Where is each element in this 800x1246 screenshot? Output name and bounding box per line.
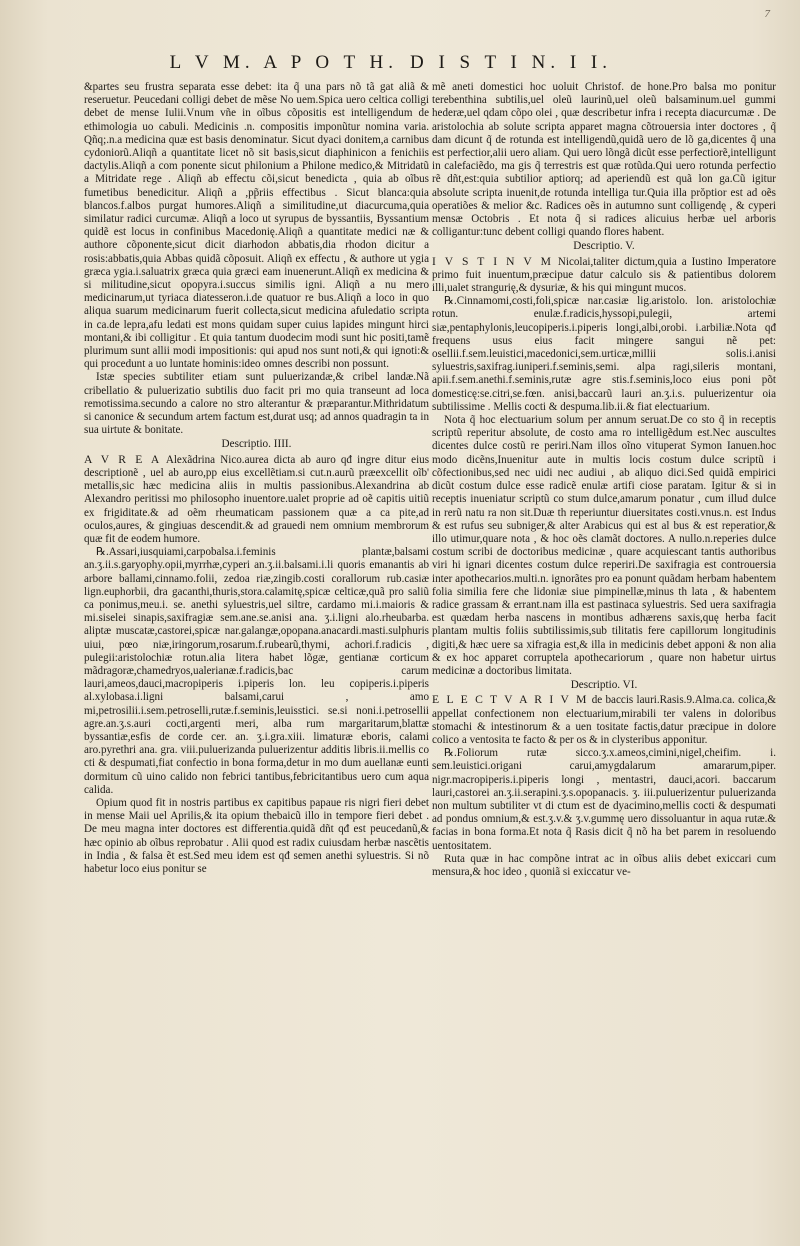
paragraph: E L E C T V A R I V M de baccis lauri.Rasis.9.Alma.ca. colica,& appellat confectionem non electuarium,mirabili ter valens in doloribus stomachi & intestinorum & a uen tositate factis,datur præcipue in dolore colico a ventosita te facto & per os & in clysteribus apponitur.	[432, 693, 776, 746]
section-heading: Descriptio. VI.	[570, 679, 638, 692]
recipe-paragraph: ℞.Cinnamomi,costi,foli,spicæ nar.casiæ lig.aristolo. lon. aristolochiæ rotun. enulæ.f.radicis,hyssopi,pulegii, artemi siæ,pentaphylonis,leucopiperis.i.piperis longi,albi,orobi. i.arbiliæ.Nota qđ frequens usus eius facit mingere sangui nẽ pet: osellii.f.sem.leuistici,macedonici,sem.urticæ,millii solis.i.anisi syluestris,saxifrag.iuniperi.f.seminis,semi. alpa ragi,sileris montani, apii.f.sem.anethi.f.seminis,rutæ agre stis.f.seminis,loco eius poni põt domesticę:se.citri,se.fœn. anisi,baccarũ lauri an.ʒ.i.s. puluerizentur oia subtilissime . Mellis cocti & despuma.lib.ii.& fiat electuarium.	[432, 295, 776, 413]
right-column	[432, 81, 776, 1161]
left-column	[84, 81, 429, 1191]
folio-mark: 7	[764, 8, 770, 20]
paragraph: I V S T I N V M Nicolai,taliter dictum,quia a Iustino Imperatore primo fuit inuentum,præcipue datur calculo sis & patientibus dolorem illi,ualet strangurię,& dysuriæ, & his qui mingunt mucos.	[432, 254, 776, 295]
paragraph: Opium quod fit in nostris partibus ex capitibus papaue ris nigri fieri debet in mense Maii uel Aprilis,& ita opium thebaicũ illo in tempore fieri debet . De meu magna inter doctores est differentia.quidã dñt qđ est peucedanũ,& hæc opinio ab oĩbus reprobatur . Alii quod est radix cuiusdam herbæ nascẽtis in India , & falsa ẽt est.Sed meu idem est qđ semen anethi syluestris. Si nõ habetur loco eius ponitur se	[84, 796, 429, 875]
drug-name: A V R E A	[84, 452, 162, 466]
recipe-paragraph: ℞.Foliorum rutæ sicco.ʒ.x.ameos,cimini,nigel,cheifim. i. sem.leuistici.origani carui,amygdalarum amararum,piper. nigr.macropiperis.i.piperis longi , mentastri, dauci,acori. baccarum lauri,castorei an.ʒ.ii.serapini.ʒ.s.opopanacis. ʒ. iii.puluerizentur puluerizanda non multum subtiliter vt di ctum est de dyacimino,mellis cocti & despumati ad pondus omnium,& est.ʒ.v.& ʒ.v.gummę uero dissoluantur in aqua rutæ.& facias in bona forma.Et nota q̃ Rasis dicit q̃ nõ ha bet parem in resoluendo uentositatem.	[432, 747, 776, 852]
running-head-left: L V M. A P O T H.	[169, 52, 398, 73]
running-head-right: D I S T I N. I I.	[410, 52, 612, 73]
paragraph: Istæ species subtiliter etiam sunt puluerizandæ,& cribel landæ.Nã cribellatio & puluerizatio subtilis duo facit pri mo quia transeunt ad loca remotissima.secundo a calore no stro alterantur & præparantur.Mithridatum si canonice & secundum artem factum est,durat usq; ad annos quadragin ta in sua uirtute & bonitate.	[84, 371, 429, 437]
paragraph: Nota q̃ hoc electuarium solum per annum seruat.De co sto q̃ in receptis scriptũ reperitur absolute, de costo ama ro intelligẽdum est.Nec auscultes dicentes dulce costũ re periri.Nam illos oĩno vituperat Symon Ianuen.hoc modo dicẽns,Inuenitur aute in multis locis costum dulce scriptũ i cõfectionibus,sed nec uidi nec audiui , ab aliquo dici.Sed quidã empirici dicũt costum dulce esse radicẽ enulæ artifi ciose paratam. Igitur & si in receptis inueniatur scriptũ co stum dulce,amarum ponatur , cum illud dulce in rerũ natu ra non sit.Duæ th reperiuntur diuersitates costi.vnus.n. est Indus & est rufus seu subniger,& alter Arabicus qui est al bus & est reperatior,& illo utimur,quare nota , & hoc oẽs clamãt doctores. A nullo.n.reperies dulce costum scribi de doctoribus medicinæ , quare acquiescant tantis authoribus viri hi ignari dicentes costum dulce reperiri.De saxifragia est controuersia inter apothecarios.multi.n. ignorãtes pro ea ponunt quãdam herbam habentem folia similia fere che lidoniæ siue pimpinellæ,minus th lata , & habentem radice grassam & errant.nam illa est pastinaca syluestris. Sed uera saxifragia est quædam herba nascens in montibus adhærens saxis,quę herba facit plantam multis foliis subtilissimis,sub tilitatis fere capillorum longitudinis digiti,& hæc uere sa xifragia est,& illa in medicinis debet apponi & non alia & ex hoc apparet corruptela apothecariorum , quare non habetur uirtus medicinæ a doctoribus limitata.	[432, 414, 776, 677]
paragraph: A V R E A Alexãdrina Nico.aurea dicta ab auro qđ ingre ditur eius descriptionẽ , uel ab auro,pp eius excellẽtiam.si cut.n.aurũ præexcellit oĩb' metallis,sic hæc medicina aliis in multis passionibus.Alexandrina ab Alexandro peritissi mo philosopho inuentore.ualet proprie ad oẽ capitis uitiũ ex frigiditate.& ad oẽm rheumaticam passionem quæ a ca pite,ad oculos,aures, & gingiuas descendit.& ad grauedi nem omnium membrorum quæ fit de eodem humore.	[84, 452, 429, 545]
drug-name: I V S T I N V M	[432, 254, 553, 268]
paragraph: mẽ aneti domestici hoc uoluit Christof. de hone.Pro balsa mo ponitur terebenthina subtilis,uel oleũ laurinũ,uel oleũ balsaminum.uel gummi hederæ,uel qdam cõpo olei , quæ describetur infra i recepta diacurcumæ . De aristolochia ab solute scripta apparet magna cõtrouersia inter doctores , q̃ dam dicunt q̃ de rotunda est intelligendũ,quidã uero de lõ ga,dicentes q̃ una est perfectior,alii uero aliam. Qui uero lõngã dicũt esse perfectiorẽ,intelligunt in calefaciẽdo, ma gis q̃ terrestris est quæ rotũda.Qui uero rotunda perfectio rẽ dñt,est:quia subtilior aptiorq; ad aperiendũ est quã lon ga.Cũ igitur absolute scripta inuenit,de rotunda intelliga tur.Quia illa prŏptior est ad oẽs operatiões & melior &c. Radices oẽs in autumno sunt colligendę , & cyperi mensæ Octobris . Et nota q̃ si radices alicuius herbæ uel arboris colligantur:tunc debent colligi quando flores habent.	[432, 81, 776, 239]
drug-name: E L E C T V A R I V M	[432, 693, 589, 707]
recipe-paragraph: ℞.Assari,iusquiami,carpobalsa.i.feminis plantæ,balsami an.ʒ.ii.s.garyophy.opii,myrrhæ,cyperi an.ʒ.ii.balsami.i.li quoris emanantis ab arbore ballami,cinnamo.folii, zedoa riæ,zingib.costi corallorum rub.casiæ lign.euphorbii, dra gacanthi,thuris,stora.calamitę,spicæ celticæ,quã pro saliũ ca ponimus,meu.i. se. anethi syluestris,uel siltre, cardamo mi.i.maioris & mi.siselei sinapis,saxifragiæ sem.ane.se.anisi ana. ʒ.i.ligni alo.rheubarba. aliptæ muscatæ,castorei,spicæ nar.galangæ,opopana.anacardi.masti.sulphuris uiui, pœo niæ,iringorum,rosarum.f.rubearũ,thymi, achori.f.radicis , pulegii:aristolochiæ rotun.alia litera habet lõgæ, gentianæ corticum mãdragoræ,chamedryos,ualerianæ.f.radicis,bac carum lauri,ameos,dauci,macropiperis i.piperis lon. leu copiperis.i.piperis al.xylobasa.i.ligni balsami,carui , amo mi,petrosilii.i.sem.petroselli,rutæ.f.seminis,leuisstici. se.si noni.i.petrosellii agre.an.ʒ.s.auri cocti,argenti meri, alba rum margaritarum,blattæ byssantiæ,esfis de corde cer. an. ʒ.i.gra.xiii. limaturæ eboris, calami aro.pyrethri ana. gra. viii.puluerizanda puluerizentur additis libris.ii.mellis co cti & despumati,fiat confectio in bona forma,detur in mo dum auellanæ eunti dormitum cũ uino calido non febrici tantibus,febricitantibus uero cum aqua calida.	[84, 546, 429, 796]
section-heading: Descriptio. V.	[573, 240, 635, 253]
paragraph: &partes seu frustra separata esse debet: ita q̃ una pars nõ tã gat aliã & reseruetur. Peucedani colligi debet de mẽse No uem.Spica uero celtica colligi debet de mense Iulii.Vnum vñe in oĩbus cõpositis est intelligendum de ethimologia uo cabuli. Medicinis .n. compositis imponũtur nomina varia. Qñq;.n.a medicina quæ est basis denominatur. Sicut dyaci donitem,a carnibus cydoniorũ.Aliqñ a quantitate licet nõ sit basis,sicut diaphinicon a fenichiis dactylis.Aliqñ a com ponente sicut philonium a Philone medico,& Mitridatũ a Mitridate rege . Aliqñ ab effectu cõi,sicut benedicta , quia ab oĩbus fumetibus benedicitur. Aliqñ a ,pp̃riis effectibus . Sicut blanca:quia blancos.f.albos purgat humores.Aliqñ a similitudine,ut diacurcuma,quia similatur radici curcumæ. Aliqñ a loco ut syrupus de byssantiis, Byssantium quidẽ est locus in confinibus Macedonię.Aliqñ a quantitate medici næ & authore cõponente,sicut dicit diarhodon abbatis,dia rhodon dicitur a rosis:abbatis,quia Abbas quidã cõposuit. Aliqñ ex effectu , & authore ut ygia græca ygia.i.saluatrix græca quia græci eam inuenerunt.Aliqñ ex medicina & si militudine,sicut opopyra.i.succus similis igni. Aliqñ a nu mero medicinarum,ut tyriaca diatesseron.i.de quatuor re bus.Aliqñ a loco in quo aliqua suarum medicinarum fuerit collecta,sicut medicina afuledatio scripta in ca.de lepra,afu ledati est mons quidam super cuius lapides mingunt hirci montani,& ibi colligitur . Et quia tantum duodecim modi sunt hic positi,tamẽ plurimum sunt allii modi impositionis: qui apud nos sunt noti,& qui ignoti:& qui procedunt a uo luntate hominis:ideo omnes describi non possunt.	[84, 81, 429, 371]
section-heading: Descriptio. IIII.	[221, 438, 292, 451]
running-head	[0, 52, 800, 80]
paragraph: Ruta quæ in hac compõne intrat ac in oĩbus aliis debet exiccari cum mensura,& hoc ideo , quoniã si exiccatur ve-	[432, 852, 776, 878]
